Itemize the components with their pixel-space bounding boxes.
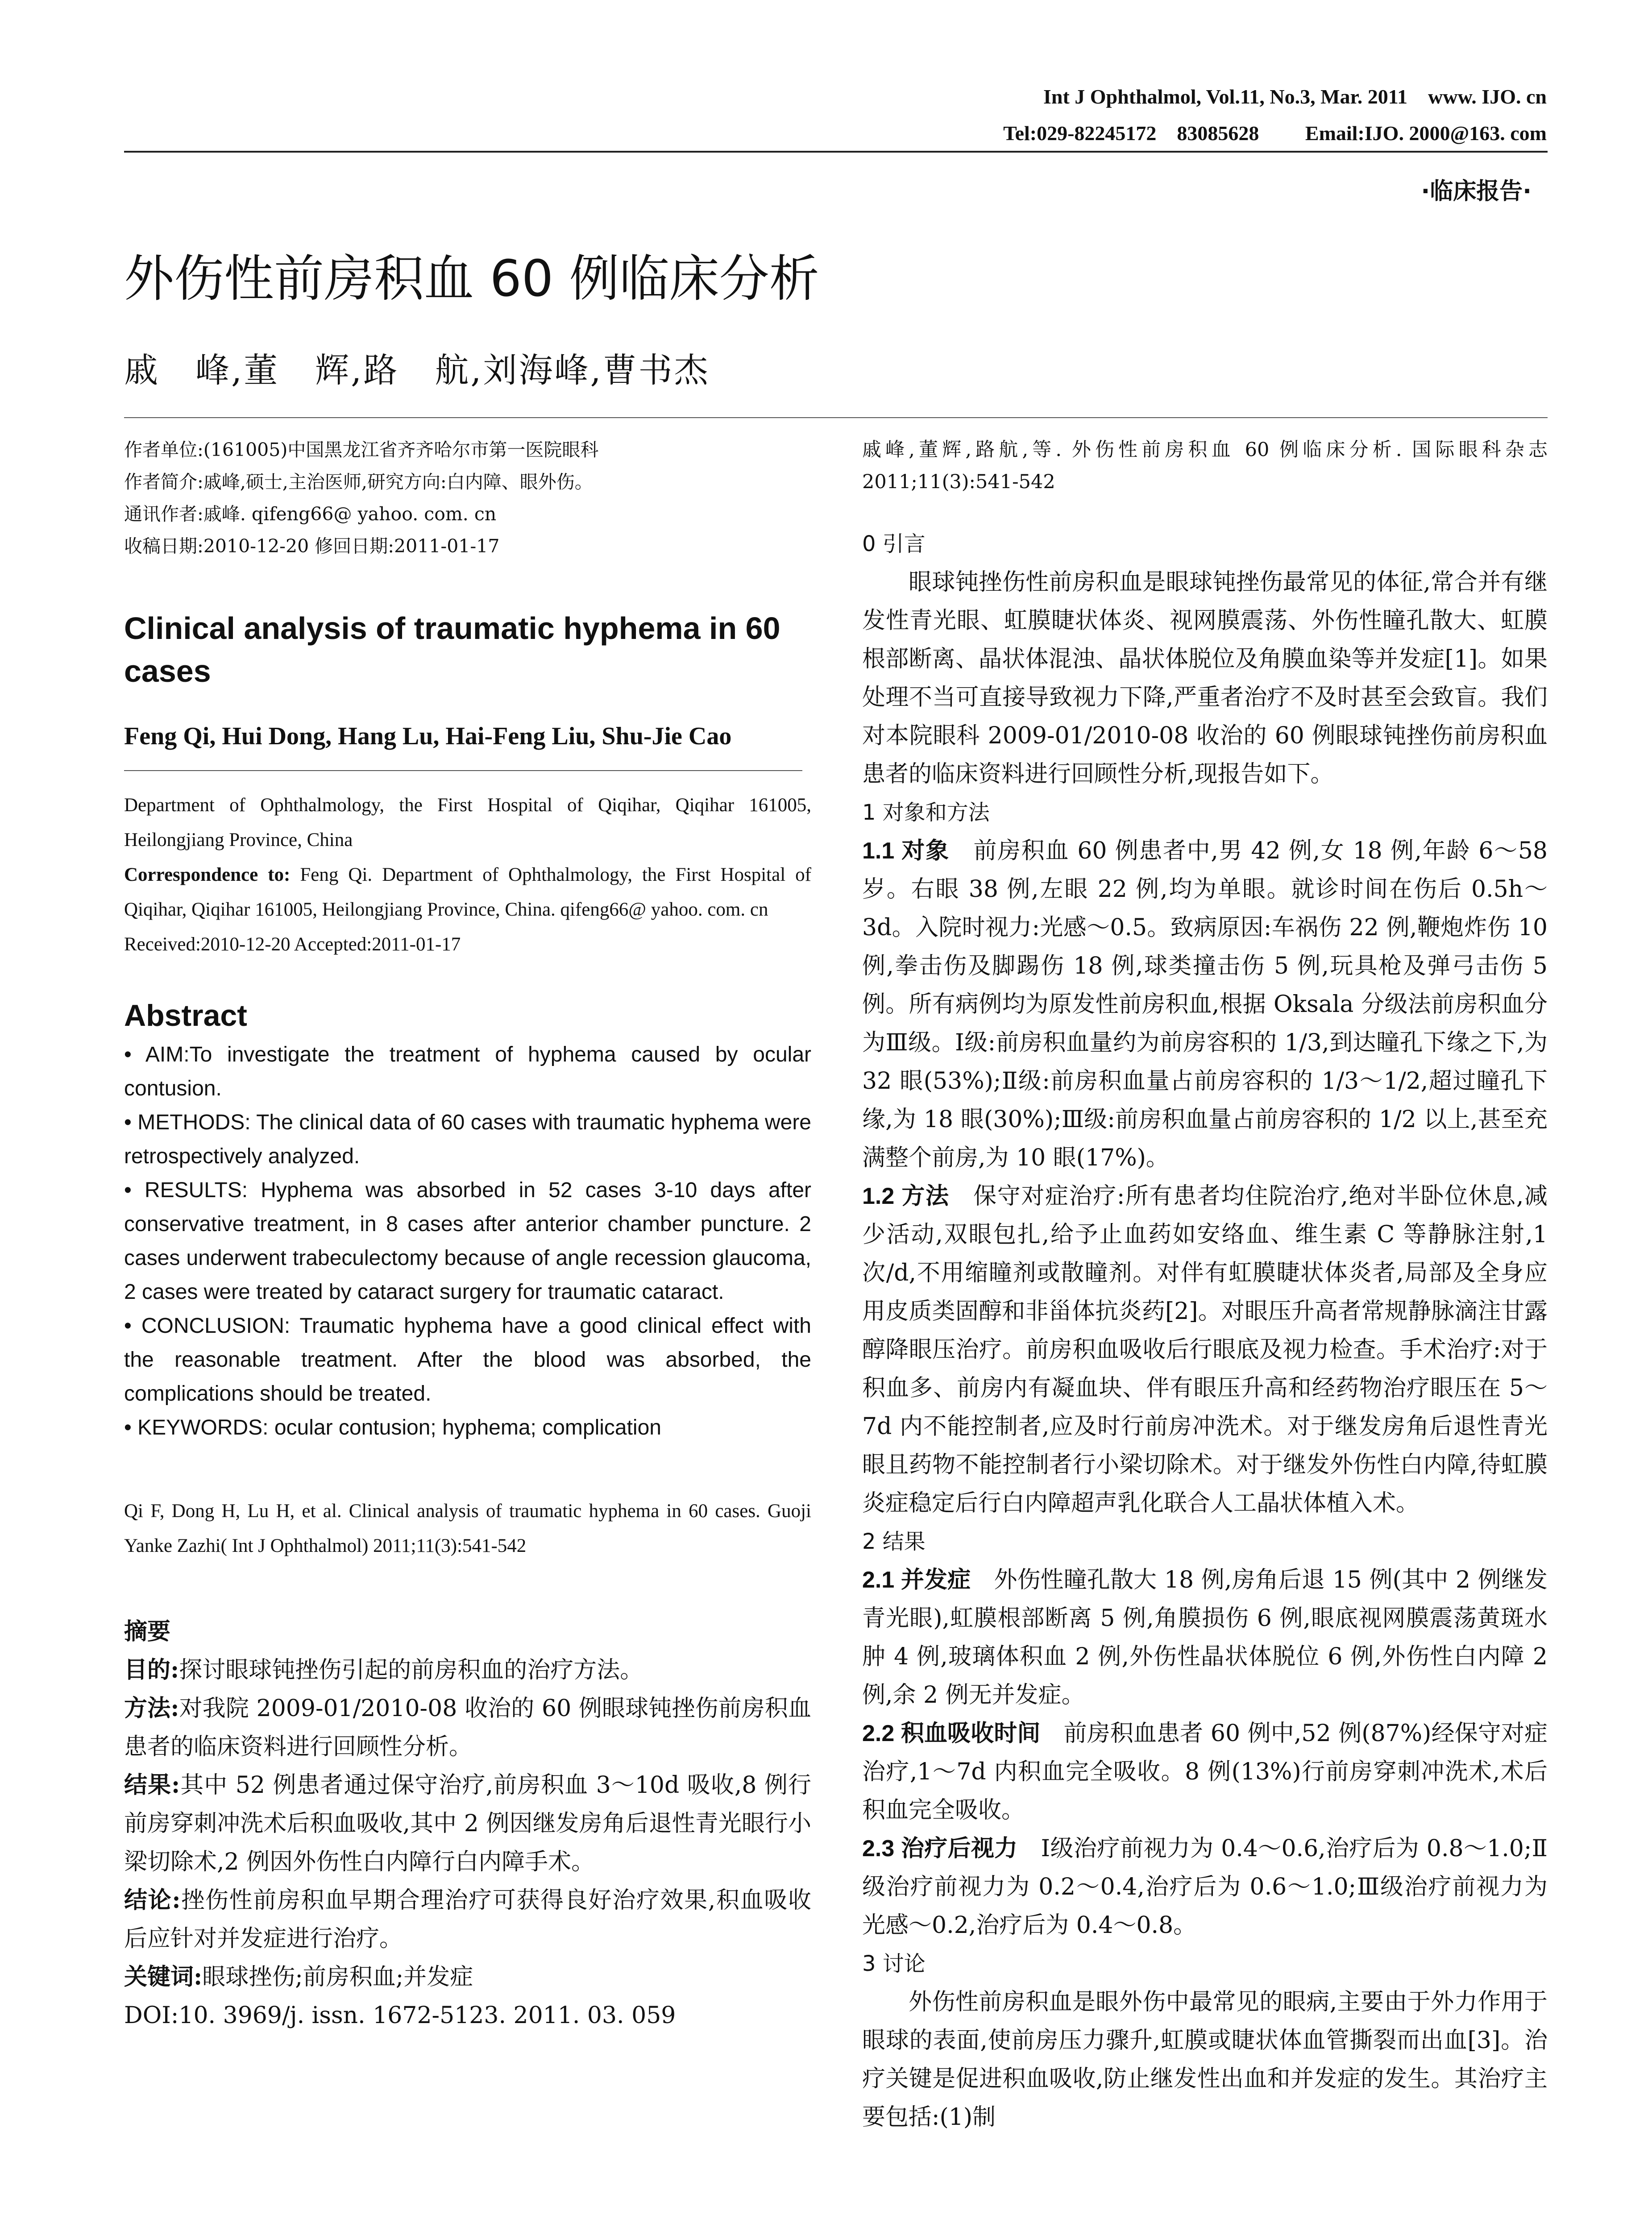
cn-abstract-results: 结果:其中 52 例患者通过保守治疗,前房积血 3～10d 吸收,8 例行前房穿刺冲洗术后积血吸收,其中 2 例因继发房角后退性青光眼行小梁切除术,2 例因外伤性白内障行白内障手术。 (124, 1771, 811, 1875)
abstract-results: • RESULTS: Hyphema was absorbed in 52 cases 3-10 days after conservative treatment, in 8 cases after anterior chamber puncture. 2 cases underwent trabeculectomy because of angle recession glaucoma, 2 cases were treated by cataract surgery for traumatic cataract. (124, 1178, 811, 1304)
cn-abstract-methods: 方法:对我院 2009-01/2010-08 收治的 60 例眼球钝挫伤前房积血患者的临床资料进行回顾性分析。 (124, 1695, 811, 1760)
correspondence-text: Feng Qi. Department of Ophthalmology, the First Hospital of Qiqihar, Qiqihar 161005, Heilongjiang Province, China. qifeng66@ yahoo. com. cn (124, 864, 811, 920)
english-authors-rule (124, 770, 802, 771)
subjects-label: 1.1 对象 (862, 838, 950, 864)
absorption-text: 前房积血患者 60 例中,52 例(87%)经保守对症治疗,1～7d 内积血完全吸收。8 例(13%)行前房穿刺冲洗术,术后积血完全吸收。 (862, 1720, 1548, 1824)
discussion-heading: 3 讨论 (862, 1951, 926, 1976)
english-title: Clinical analysis of traumatic hyphema in 60 cases (124, 611, 780, 688)
abstract-body (124, 1038, 811, 1445)
right-column (862, 434, 1548, 2136)
vision-label: 2.3 治疗后视力 (862, 1836, 1018, 1862)
absorption-paragraph (862, 1714, 1548, 1829)
journal-header-line2: Tel:029-82245172 83085628 Email:IJO. 2000@163. com (1003, 122, 1547, 145)
abstract-keywords: • KEYWORDS: ocular contusion; hyphema; complication (124, 1416, 661, 1439)
left-column (124, 434, 811, 2035)
english-affiliation: Department of Ophthalmology, the First Hospital of Qiqihar, Qiqihar 161005, Heilongjiang Province, China (124, 795, 811, 850)
subjects-text: 前房积血 60 例患者中,男 42 例,女 18 例,年龄 6～58 岁。右眼 38 例,左眼 22 例,均为单眼。就诊时间在伤后 0.5h～3d。入院时视力:光感～0.5。致病原因:车祸伤 22 例,鞭炮炸伤 10 例,拳击伤及脚踢伤 18 例,球类撞击伤 5 例,玩具枪及弹弓击伤 5 例。所有病例均为原发性前房积血,根据 Oksala 分级法前房积血分为Ⅲ级。Ⅰ级:前房积血量约为前房容积的 1/3,到达瞳孔下缘之下,为 32 眼(53%);Ⅱ级:前房积血量占前房容积的 1/3～1/2,超过瞳孔下缘,为 18 眼(30%);Ⅲ级:前房积血量占前房容积的 1/2 以上,甚至充满整个前房,为 10 眼(17%)。 (862, 838, 1548, 1171)
methods-paragraph (862, 1177, 1548, 1522)
results-heading: 2 结果 (862, 1529, 926, 1554)
methods-heading: 1 对象和方法 (862, 800, 990, 825)
subjects-paragraph (862, 832, 1548, 1177)
doi: DOI:10. 3969/j. issn. 1672-5123. 2011. 03. 059 (124, 2002, 676, 2029)
cn-abstract (124, 1613, 811, 2035)
author-meta (124, 434, 811, 562)
article-body (862, 525, 1548, 2136)
complications-paragraph (862, 1561, 1548, 1714)
vision-paragraph (862, 1829, 1548, 1945)
methods-text: 保守对症治疗:所有患者均住院治疗,绝对半卧位休息,减少活动,双眼包扎,给予止血药如安络血、维生素 C 等静脉注射,1 次/d,不用缩瞳剂或散瞳剂。对伴有虹膜睫状体炎者,局部及全身应用皮质类固醇和非甾体抗炎药[2]。对眼压升高者常规静脉滴注甘露醇降眼压治疗。前房积血吸收后行眼底及视力检查。手术治疗:对于积血多、前房内有凝血块、伴有眼压升高和经药物治疗眼压在 5～7d 内不能控制者,应及时行前房冲洗术。对于继发房角后退性青光眼且药物不能控制者行小梁切除术。对于继发外伤性白内障,待虹膜炎症稳定后行白内障超声乳化联合人工晶状体植入术。 (862, 1183, 1548, 1517)
title-rule (124, 417, 1548, 418)
meta-affiliation: 作者单位:(161005)中国黑龙江省齐齐哈尔市第一医院眼科 (124, 439, 599, 460)
abstract-conclusion: • CONCLUSION: Traumatic hyphema have a good clinical effect with the reasonable treatment. After the blood was absorbed, the complications should be treated. (124, 1314, 811, 1406)
cn-abstract-keywords: 关键词:眼球挫伤;前房积血;并发症 (124, 1963, 473, 1990)
meta-dates: 收稿日期:2010-12-20 修回日期:2011-01-17 (124, 535, 500, 557)
abstract-methods: • METHODS: The clinical data of 60 cases with traumatic hyphema were retrospectively analyzed. (124, 1111, 811, 1168)
english-authors: Feng Qi, Hui Dong, Hang Lu, Hai-Feng Liu, Shu-Jie Cao (124, 722, 732, 750)
english-affiliation-block (124, 788, 811, 962)
discussion-text: 外伤性前房积血是眼外伤中最常见的眼病,主要由于外力作用于眼球的表面,使前房压力骤升,虹膜或睫状体血管撕裂而出血[3]。治疗关键是促进积血吸收,防止继发性出血和并发症的发生。其治疗主要包括:(1)制 (862, 1989, 1548, 2131)
methods-label: 1.2 方法 (862, 1183, 950, 1209)
chinese-citation: 戚峰,董辉,路航,等. 外伤性前房积血 60 例临床分析. 国际眼科杂志 2011;11(3):541-542 (862, 439, 1548, 493)
meta-correspondence: 通讯作者:戚峰. qifeng66@ yahoo. com. cn (124, 503, 497, 525)
abstract-heading: Abstract (124, 999, 247, 1033)
section-tag: ·临床报告· (1421, 178, 1532, 205)
correspondence-label: Correspondence to: (124, 864, 291, 885)
abstract-aim: • AIM:To investigate the treatment of hyphema caused by ocular contusion. (124, 1043, 811, 1100)
absorption-label: 2.2 积血吸收时间 (862, 1721, 1041, 1746)
cn-abstract-heading: 摘要 (124, 1618, 171, 1645)
vision-text: Ⅰ级治疗前视力为 0.4～0.6,治疗后为 0.8～1.0;Ⅱ级治疗前视力为 0.2～0.4,治疗后为 0.6～1.0;Ⅲ级治疗前视力为光感～0.2,治疗后为 0.4～0.8。 (862, 1835, 1548, 1939)
cn-abstract-conclusion: 结论:挫伤性前房积血早期合理治疗可获得良好治疗效果,积血吸收后应针对并发症进行治疗。 (124, 1887, 811, 1952)
page-title: 外伤性前房积血 60 例临床分析 (124, 250, 819, 308)
intro-text: 眼球钝挫伤性前房积血是眼球钝挫伤最常见的体征,常合并有继发性青光眼、虹膜睫状体炎、视网膜震荡、外伤性瞳孔散大、虹膜根部断离、晶状体混浊、晶状体脱位及角膜血染等并发症[1]。如果处理不当可直接导致视力下降,严重者治疗不及时甚至会致盲。我们对本院眼科 2009-01/2010-08 收治的 60 例眼球钝挫伤前房积血患者的临床资料进行回顾性分析,现报告如下。 (862, 569, 1548, 788)
cn-abstract-objective: 目的:探讨眼球钝挫伤引起的前房积血的治疗方法。 (124, 1656, 643, 1684)
english-citation: Qi F, Dong H, Lu H, et al. Clinical analysis of traumatic hyphema in 60 cases. Guoji Yanke Zazhi( Int J Ophthalmol) 2011;11(3):541-542 (124, 1501, 811, 1556)
received-accepted: Received:2010-12-20 Accepted:2011-01-17 (124, 934, 461, 955)
english-correspondence (124, 858, 811, 927)
complications-label: 2.1 并发症 (862, 1567, 971, 1593)
header-rule (124, 151, 1548, 153)
complications-text: 外伤性瞳孔散大 18 例,房角后退 15 例(其中 2 例继发青光眼),虹膜根部断离 5 例,角膜损伤 6 例,眼底视网膜震荡黄斑水肿 4 例,玻璃体积血 2 例,外伤性晶状体脱位 6 例,外伤性白内障 2 例,余 2 例无并发症。 (862, 1567, 1548, 1708)
authors-cn: 戚 峰,董 辉,路 航,刘海峰,曹书杰 (124, 350, 710, 390)
meta-bio: 作者简介:戚峰,硕士,主治医师,研究方向:白内障、眼外伤。 (124, 471, 593, 493)
intro-heading: 0 引言 (862, 531, 926, 556)
journal-header-line1: Int J Ophthalmol, Vol.11, No.3, Mar. 2011 www. IJO. cn (1043, 85, 1547, 108)
